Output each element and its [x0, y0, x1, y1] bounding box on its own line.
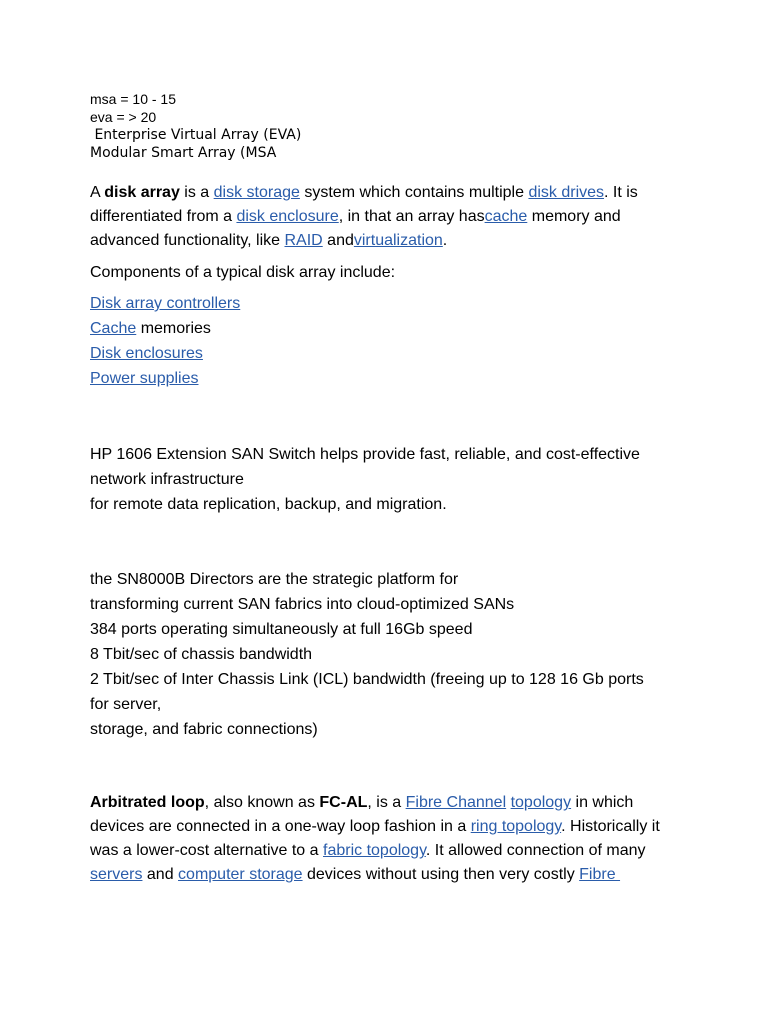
text: devices are connected in a one-way loop fashion in a	[90, 818, 471, 835]
link-disk-storage[interactable]: disk storage	[213, 184, 300, 201]
text: , also known as	[204, 794, 320, 811]
note-line: eva = > 20	[90, 109, 157, 125]
text: was a lower-cost alternative to a	[90, 842, 323, 859]
text: . It is	[604, 184, 638, 201]
link-raid[interactable]: RAID	[284, 232, 323, 249]
text: memories	[136, 320, 211, 337]
text: . Historically it	[561, 818, 660, 835]
text-line: transforming current SAN fabrics into cloud-optimized SANs	[90, 596, 515, 613]
text: , is a	[367, 794, 406, 811]
link-cache[interactable]: cache	[484, 208, 528, 225]
hp-switch-paragraph	[90, 442, 690, 517]
link-computer-storage[interactable]: computer storage	[178, 866, 303, 883]
text-line: network infrastructure	[90, 471, 244, 488]
bold-term: disk array	[104, 184, 180, 201]
text-line: HP 1606 Extension SAN Switch helps provide fast, reliable, and cost-effective	[90, 446, 640, 463]
text: is a	[179, 184, 214, 201]
text: advanced functionality, like	[90, 232, 285, 249]
text: A	[90, 184, 105, 201]
text: . It allowed connection of many	[425, 842, 646, 859]
link-ring-topology[interactable]: ring topology	[470, 818, 562, 835]
text-line: for server,	[90, 696, 162, 713]
notes-block	[90, 90, 301, 162]
note-line: Enterprise Virtual Array (EVA)	[90, 127, 302, 143]
link-servers[interactable]: servers	[90, 866, 143, 883]
text: differentiated from a	[90, 208, 237, 225]
text-line: 384 ports operating simultaneously at full 16Gb speed	[90, 621, 473, 638]
link-topology[interactable]: topology	[510, 794, 572, 811]
link-disk-drives[interactable]: disk drives	[528, 184, 605, 201]
sn8000b-paragraph	[90, 567, 690, 742]
text: , in that an array has	[338, 208, 485, 225]
text: devices without using then very costly	[302, 866, 580, 883]
link-cache-memories[interactable]: Cache	[90, 320, 137, 337]
text: and	[142, 866, 179, 883]
components-intro: Components of a typical disk array include:	[90, 264, 396, 281]
link-fabric-topology[interactable]: fabric topology	[323, 842, 426, 859]
components-list	[90, 291, 690, 391]
text: and	[322, 232, 354, 249]
link-disk-array-controllers[interactable]: Disk array controllers	[90, 295, 241, 312]
text: memory and	[527, 208, 621, 225]
text-line: 8 Tbit/sec of chassis bandwidth	[90, 646, 313, 663]
note-line: msa = 10 - 15	[90, 91, 176, 107]
note-line: Modular Smart Array (MSA	[90, 145, 277, 161]
link-fibre-channel[interactable]: Fibre Channel	[405, 794, 507, 811]
text: .	[442, 232, 448, 249]
text-line: 2 Tbit/sec of Inter Chassis Link (ICL) bandwidth (freeing up to 128 16 Gb ports	[90, 671, 644, 688]
text-line: the SN8000B Directors are the strategic platform for	[90, 571, 459, 588]
text: system which contains multiple	[299, 184, 529, 201]
arbitrated-loop-paragraph	[90, 791, 690, 887]
bold-term: FC-AL	[319, 794, 368, 811]
link-fibre[interactable]: Fibre	[579, 866, 621, 883]
bold-term: Arbitrated loop	[90, 794, 205, 811]
link-power-supplies[interactable]: Power supplies	[90, 370, 199, 387]
text-line: storage, and fabric connections)	[90, 721, 318, 738]
link-virtualization[interactable]: virtualization	[353, 232, 443, 249]
link-disk-enclosure[interactable]: disk enclosure	[236, 208, 339, 225]
disk-array-paragraph	[90, 181, 690, 253]
text: in which	[571, 794, 634, 811]
text-line: for remote data replication, backup, and migration.	[90, 496, 447, 513]
link-disk-enclosures[interactable]: Disk enclosures	[90, 345, 203, 362]
